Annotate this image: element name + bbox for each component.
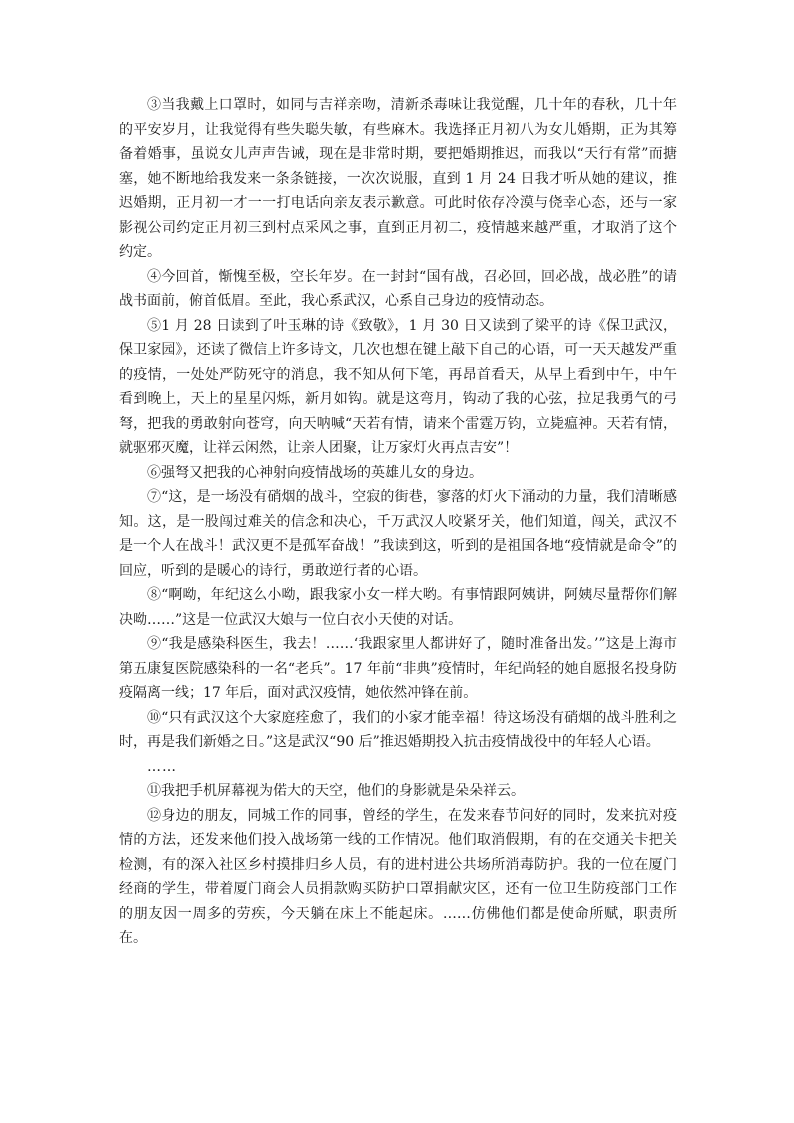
paragraph-11: ⑪我把手机屏幕视为偌大的天空，他们的身影就是朵朵祥云。 bbox=[147, 783, 525, 799]
paragraph-5: ⑤1 月 28 日读到了叶玉琳的诗《致敬》，1 月 30 日又读到了梁平的诗《保卫武汉，保卫家园》，还读了微信上许多诗文，几次也想在键上敲下自己的心语，可一天天越发严重的疫情，一处处严防死守的消息，我不知从何下笔，再昂首看天，从早上看到中午，中午看到晚上，天上的星星闪烁，新月如钩。就是这弯月，钩动了我的心弦，拉足我勇气的弓弩，把我的勇敢射向苍穹，向天呐喊“天若有情，请来个雷霆万钧，立毙瘟神。天若有情，就驱邪灭魔，让祥云闲然，让亲人团聚，让万家灯火再点吉安”！ bbox=[119, 317, 677, 456]
paragraph-10: ⑩“只有武汉这个大家庭痊愈了，我们的小家才能幸福！待这场没有硝烟的战斗胜利之时，再是我们新婚之日。”这是武汉“90 后”推迟婚期投入抗击疫情战役中的年轻人心语。 bbox=[119, 709, 677, 750]
paragraph-8: ⑧“啊呦，年纪这么小呦，跟我家小女一样大哟。有事情跟阿姨讲，阿姨尽量帮你们解决呦……”这是一位武汉大娘与一位白衣小天使的对话。 bbox=[119, 587, 677, 628]
paragraph-4: ④今回首，惭愧至极，空长年岁。在一封封“国有战，召必回，回必战，战必胜”的请战书面前，俯首低眉。至此，我心系武汉，心系自己身边的疫情动态。 bbox=[119, 268, 677, 309]
paragraph-6: ⑥强弩又把我的心神射向疫情战场的英雄儿女的身边。 bbox=[147, 464, 483, 481]
article-body bbox=[119, 93, 677, 951]
paragraph-12: ⑫身边的朋友，同城工作的同事，曾经的学生，在发来春节问好的同时，发来抗对疫情的方法，还发来他们投入战场第一线的工作情况。他们取消假期，有的在交通关卡把关检测，有的深入社区乡村摸排归乡人员，有的进村进公共场所消毒防护。我的一位在厦门经商的学生，带着厦门商会人员捐款购买防护口罩捐献灾区，还有一位卫生防疫部门工作的朋友因一周多的劳疾，今天躺在床上不能起床。……仿佛他们都是使命所赋，职责所在。 bbox=[119, 807, 677, 946]
paragraph-9: ⑨“我是感染科医生，我去！……‘我跟家里人都讲好了，随时准备出发。’”这是上海市第五康复医院感染科的一名“老兵”。17 年前“非典”疫情时，年纪尚轻的她自愿报名投身防疫隔离一线；17 年后，面对武汉疫情，她依然冲锋在前。 bbox=[119, 636, 677, 701]
ellipsis-break: …… bbox=[147, 758, 177, 775]
paragraph-3: ③当我戴上口罩时，如同与吉祥亲吻，清新杀毒味让我觉醒，几十年的春秋，几十年的平安岁月，让我觉得有些失聪失敏，有些麻木。我选择正月初八为女儿婚期，正为其筹备着婚事，虽说女儿声声告诫，现在是非常时期，要把婚期推迟，而我以“天行有常”而搪塞，她不断地给我发来一条条链接，一次次说服，直到 1 月 24 日我才听从她的建议，推迟婚期，正月初一才一一打电话向亲友表示歉意。可此时依存冷漠与侥幸心态，还与一家影视公司约定正月初三到村点采风之事，直到正月初二，疫情越来越严重，才取消了这个约定。 bbox=[119, 97, 677, 260]
paragraph-7: ⑦“这，是一场没有硝烟的战斗，空寂的街巷，寥落的灯火下涌动的力量，我们清晰感知。这，是一股闯过难关的信念和决心，千万武汉人咬紧牙关，他们知道，闯关，武汉不是一个人在战斗！武汉更不是孤军奋战！”我读到这，听到的是祖国各地“疫情就是命令”的回应，听到的是暖心的诗行，勇敢逆行者的心语。 bbox=[119, 489, 677, 579]
